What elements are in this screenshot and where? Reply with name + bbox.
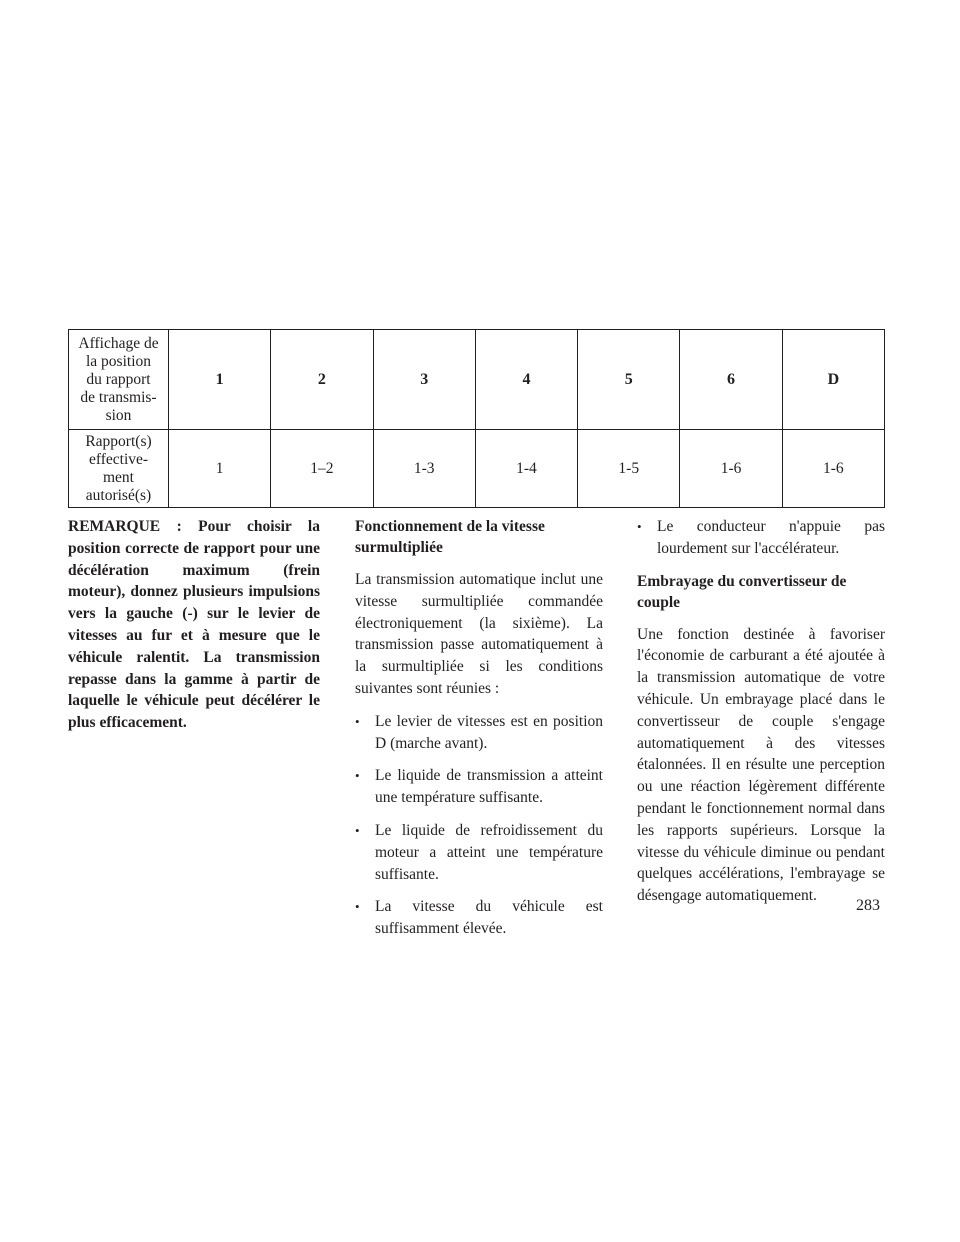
note-paragraph: REMARQUE : Pour choisir la position correcte de rapport pour une décélération maximum (frein moteur), donnez plusieurs impulsions vers la gauche (-) sur le levier de vitesses au fur et à mesure que le véhicule ralentit. La transmission repasse dans la gamme à partir de laquelle le véhicule peut décélérer le plus efficacement. xyxy=(68,518,320,732)
list-item-text: La vitesse du véhicule est suffisamment élevée. xyxy=(375,898,603,938)
table-cell: D xyxy=(782,330,884,430)
row-header-allowed-text: Rapport(s) effective- ment autorisé(s) xyxy=(85,432,152,504)
list-item-text: Le liquide de refroidissement du moteur a atteint une température suffisante. xyxy=(375,821,603,883)
table-cell: 1-6 xyxy=(680,430,782,508)
table-cell: 1 xyxy=(169,330,271,430)
table-cell: 1-4 xyxy=(475,430,577,508)
overdrive-paragraph: La transmission automatique inclut une vitesse surmultipliée commandée électroniquement (la sixième). La transmission passe automatiquement à la surmultipliée si les conditions suivantes sont réunies : xyxy=(355,571,603,697)
row-header-display xyxy=(69,330,169,430)
gear-position-table xyxy=(68,329,885,508)
table-row-allowed xyxy=(69,430,885,508)
gear-table-container xyxy=(68,329,885,508)
table-cell: 1-3 xyxy=(373,430,475,508)
list-item xyxy=(355,896,603,940)
table-cell: 2 xyxy=(271,330,373,430)
bullet-icon: • xyxy=(355,713,360,729)
bullet-icon: • xyxy=(355,899,360,915)
bullet-icon: • xyxy=(355,768,360,784)
column-middle xyxy=(355,516,603,951)
column-right xyxy=(637,516,885,918)
converter-clutch-paragraph: Une fonction destinée à favoriser l'économie de carburant a été ajoutée à la transmission automatique de votre véhicule. Un embrayage placé dans le convertisseur de couple s'engage automatiquement à des vitesses étalonnées. Il en résulte une perception ou une réaction légèrement différente pendant le fonctionnement normal dans les rapports supérieurs. Lorsque la vitesse du véhicule diminue ou pendant quelques accélérations, l'embrayage se désengage automatiquement. xyxy=(637,625,885,905)
row-header-allowed xyxy=(69,430,169,508)
table-cell: 1 xyxy=(169,430,271,508)
page-number: 283 xyxy=(856,897,880,914)
overdrive-conditions-list xyxy=(355,711,603,940)
table-cell: 6 xyxy=(680,330,782,430)
column-left xyxy=(68,516,320,734)
section-heading-overdrive: Fonctionnement de la vitesse surmultipliée xyxy=(355,518,545,556)
list-item xyxy=(637,516,885,560)
table-cell: 5 xyxy=(578,330,680,430)
table-cell: 1-5 xyxy=(578,430,680,508)
list-item-text: Le liquide de transmission a atteint une température suffisante. xyxy=(375,767,603,807)
table-cell: 4 xyxy=(475,330,577,430)
list-item xyxy=(355,711,603,755)
table-row-display xyxy=(69,330,885,430)
list-item xyxy=(355,765,603,809)
table-cell: 1-6 xyxy=(782,430,884,508)
section-heading-converter-clutch: Embrayage du convertisseur de couple xyxy=(637,572,847,611)
row-header-display-text: Affichage de la position du rapport de transmis- sion xyxy=(78,334,159,424)
table-cell: 1–2 xyxy=(271,430,373,508)
list-item-text: Le conducteur n'appuie pas lourdement sur l'accélérateur. xyxy=(657,518,885,557)
overdrive-conditions-list-continued xyxy=(637,516,885,560)
table-cell: 3 xyxy=(373,330,475,430)
bullet-icon: • xyxy=(355,822,360,838)
list-item xyxy=(355,820,603,885)
list-item-text: Le levier de vitesses est en position D (marche avant). xyxy=(375,712,603,752)
bullet-icon: • xyxy=(637,519,642,534)
